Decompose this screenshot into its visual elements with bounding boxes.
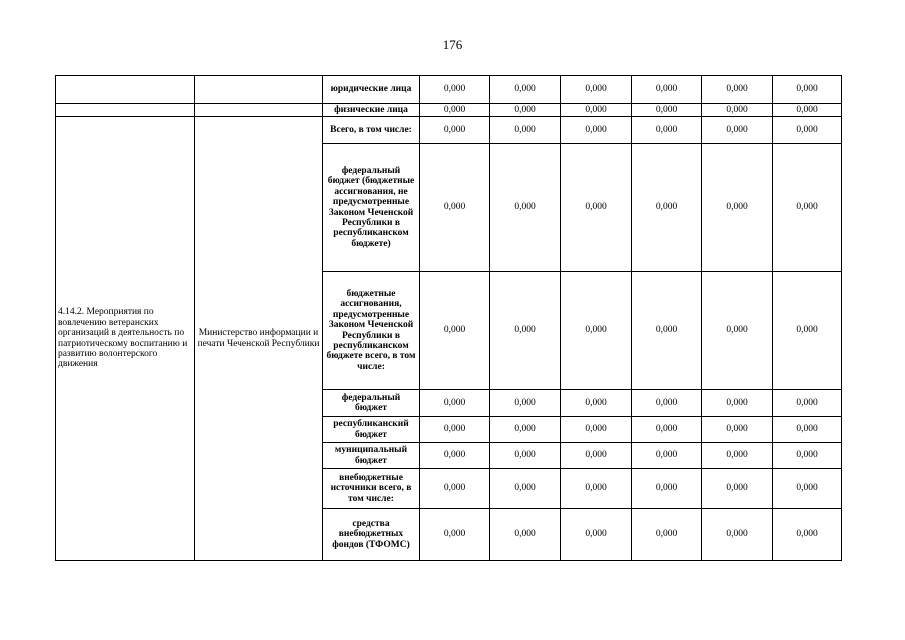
value-cell: 0,000 [632,104,702,117]
executor-cell: Министерство информации и печати Чеченской Республики [195,117,323,561]
value-cell: 0,000 [632,417,702,443]
value-cell: 0,000 [702,117,773,144]
value-cell: 0,000 [420,117,490,144]
value-cell: 0,000 [490,509,561,561]
value-cell: 0,000 [561,76,632,104]
funding-source-cell: юридические лица [323,76,420,104]
value-cell: 0,000 [561,104,632,117]
funding-source-cell: муниципальный бюджет [323,443,420,469]
value-cell: 0,000 [773,144,842,272]
value-cell: 0,000 [561,509,632,561]
value-cell: 0,000 [490,417,561,443]
value-cell: 0,000 [561,469,632,509]
value-cell: 0,000 [632,117,702,144]
funding-source-cell: федеральный бюджет (бюджетные ассигнования, не предусмотренные Законом Чеченской Республики в республиканском бюджете) [323,144,420,272]
value-cell: 0,000 [702,417,773,443]
value-cell: 0,000 [420,144,490,272]
value-cell: 0,000 [490,117,561,144]
value-cell: 0,000 [420,390,490,417]
value-cell: 0,000 [702,272,773,390]
funding-source-cell: Всего, в том числе: [323,117,420,144]
value-cell: 0,000 [702,390,773,417]
value-cell: 0,000 [490,443,561,469]
value-cell: 0,000 [420,443,490,469]
value-cell: 0,000 [773,443,842,469]
executor-cell-empty [195,104,323,117]
value-cell: 0,000 [773,390,842,417]
value-cell: 0,000 [420,104,490,117]
value-cell: 0,000 [773,76,842,104]
value-cell: 0,000 [632,390,702,417]
measure-cell-empty [56,76,195,104]
table-row [56,117,842,144]
table-row [56,76,842,104]
value-cell: 0,000 [702,509,773,561]
value-cell: 0,000 [561,390,632,417]
value-cell: 0,000 [420,272,490,390]
value-cell: 0,000 [773,417,842,443]
value-cell: 0,000 [490,76,561,104]
value-cell: 0,000 [702,443,773,469]
value-cell: 0,000 [420,76,490,104]
value-cell: 0,000 [420,469,490,509]
value-cell: 0,000 [632,76,702,104]
value-cell: 0,000 [490,144,561,272]
budget-table [55,75,842,561]
value-cell: 0,000 [420,417,490,443]
value-cell: 0,000 [632,509,702,561]
funding-source-cell: республиканский бюджет [323,417,420,443]
funding-source-cell: бюджетные ассигнования, предусмотренные Законом Чеченской Республики в республиканском бюджете всего, в том числе: [323,272,420,390]
value-cell: 0,000 [561,272,632,390]
value-cell: 0,000 [702,144,773,272]
value-cell: 0,000 [561,417,632,443]
value-cell: 0,000 [702,469,773,509]
value-cell: 0,000 [490,272,561,390]
value-cell: 0,000 [490,390,561,417]
value-cell: 0,000 [773,272,842,390]
value-cell: 0,000 [632,272,702,390]
executor-cell-empty [195,76,323,104]
value-cell: 0,000 [632,469,702,509]
value-cell: 0,000 [773,509,842,561]
funding-source-cell: средства внебюджетных фондов (ТФОМС) [323,509,420,561]
funding-source-cell: внебюджетные источники всего, в том числе: [323,469,420,509]
value-cell: 0,000 [561,443,632,469]
funding-source-cell: физические лица [323,104,420,117]
value-cell: 0,000 [773,104,842,117]
budget-table-body [56,76,842,561]
value-cell: 0,000 [490,104,561,117]
value-cell: 0,000 [773,469,842,509]
value-cell: 0,000 [632,144,702,272]
value-cell: 0,000 [420,509,490,561]
value-cell: 0,000 [773,117,842,144]
page-number: 176 [442,37,463,52]
measure-title-cell: 4.14.2. Мероприятия по вовлечению ветеранских организаций в деятельность по патриотическому воспитанию и развитию волонтерского движения [56,117,195,561]
value-cell: 0,000 [632,443,702,469]
funding-source-cell: федеральный бюджет [323,390,420,417]
value-cell: 0,000 [561,144,632,272]
value-cell: 0,000 [490,469,561,509]
measure-cell-empty [56,104,195,117]
value-cell: 0,000 [702,104,773,117]
table-row [56,104,842,117]
value-cell: 0,000 [702,76,773,104]
value-cell: 0,000 [561,117,632,144]
